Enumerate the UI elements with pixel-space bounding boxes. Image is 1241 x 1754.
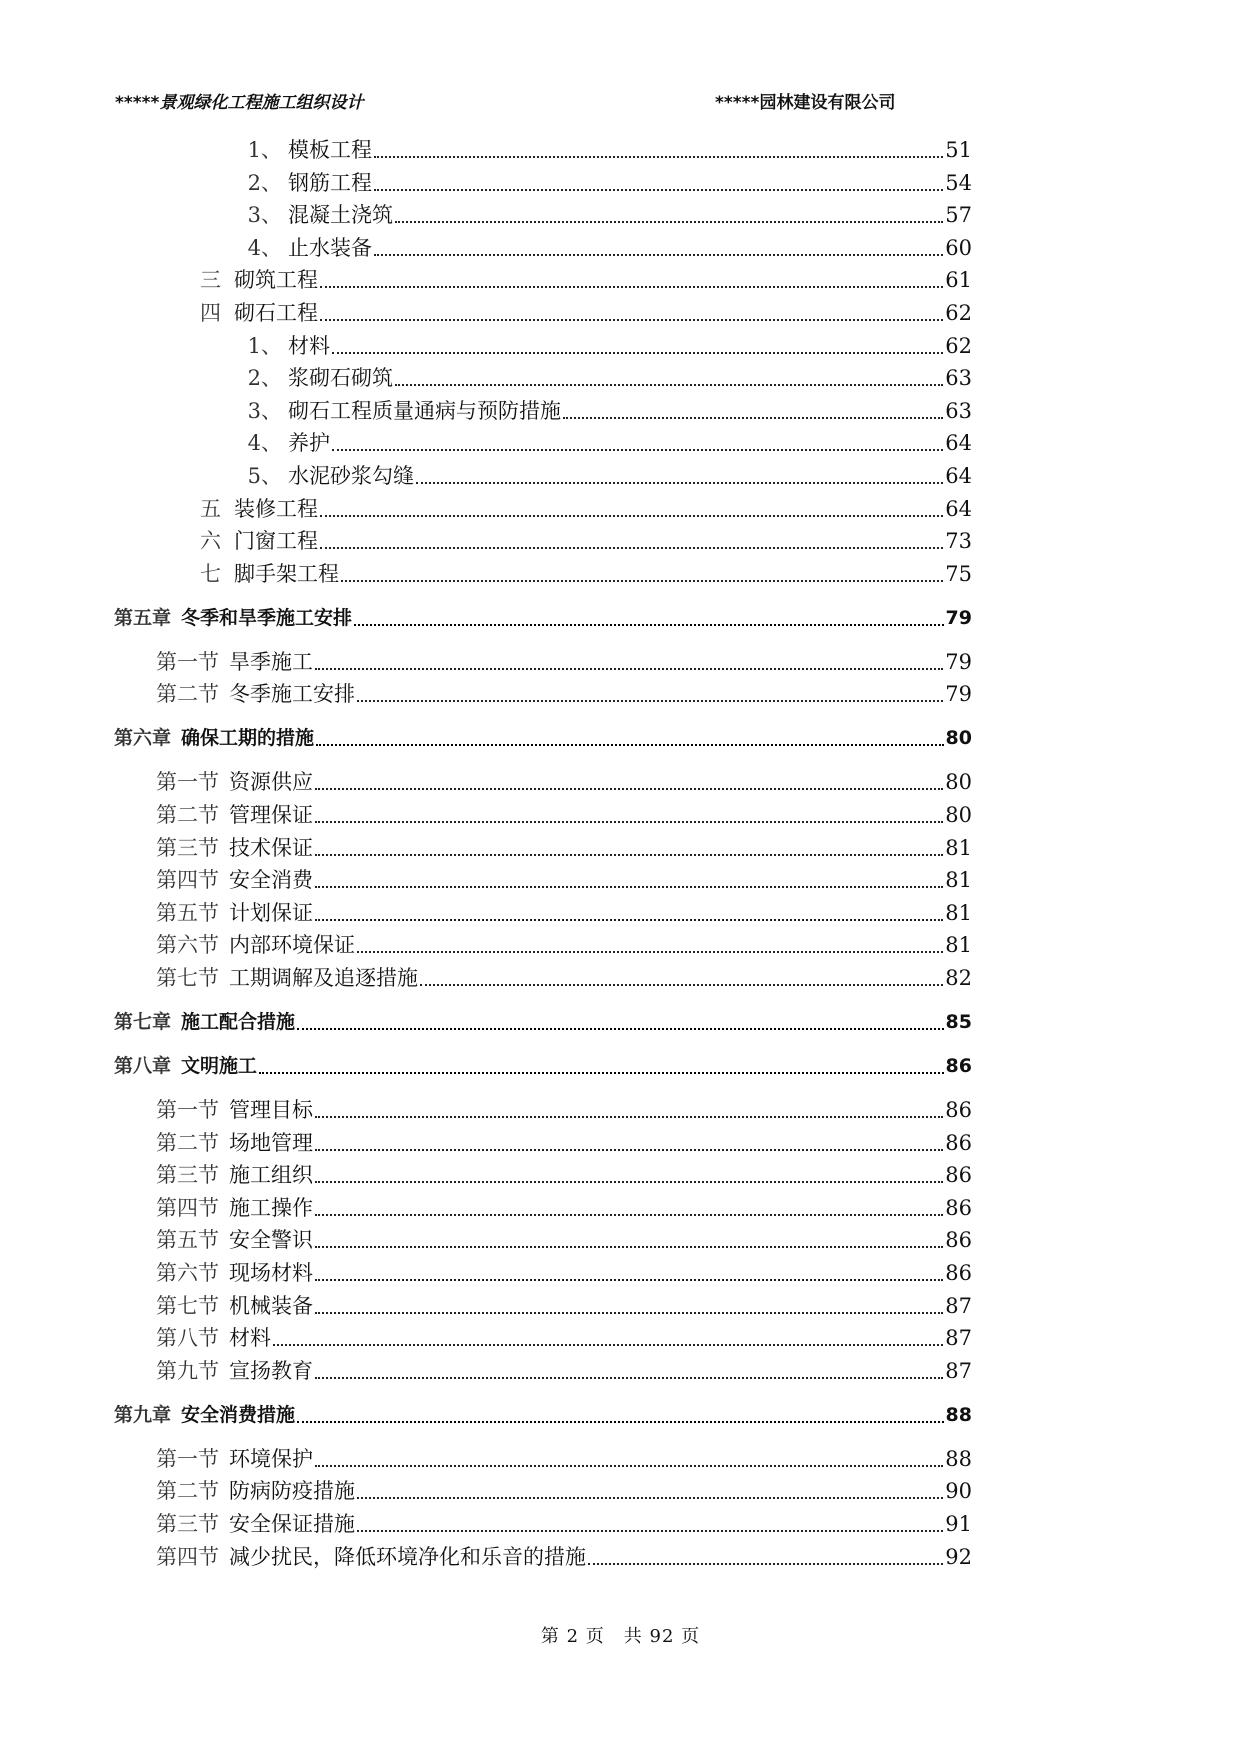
- toc-entry[interactable]: [156, 1542, 972, 1572]
- toc-entry[interactable]: [200, 298, 972, 328]
- toc-entry[interactable]: [156, 1444, 972, 1474]
- toc-entry-page-number: 86: [945, 1261, 972, 1285]
- toc-entry-number: 第二节: [156, 682, 219, 707]
- toc-entry[interactable]: [156, 1509, 972, 1539]
- toc-entry-number: 第五节: [156, 900, 219, 925]
- toc-entry[interactable]: [156, 647, 972, 677]
- toc-entry-number: 5、: [247, 464, 282, 488]
- toc-entry-number: 七: [200, 561, 221, 586]
- company-name: *****园林建设有限公司: [715, 93, 896, 113]
- toc-entry-number: 五: [200, 496, 221, 521]
- toc-chapter-entry[interactable]: [114, 723, 972, 753]
- toc-entry-page-number: 73: [945, 529, 972, 554]
- toc-entry-number: 第九节: [156, 1358, 219, 1383]
- toc-entry-page-number: 81: [945, 868, 972, 893]
- toc-chapter-entry[interactable]: [114, 1051, 972, 1081]
- toc-entry-page-number: 57: [945, 203, 972, 228]
- toc-entry-page-number: 87: [945, 1293, 972, 1318]
- toc-entry-number: 第一节: [156, 770, 219, 795]
- toc-entry-page-number: 63: [945, 366, 972, 391]
- toc-entry-number: 三: [200, 268, 221, 293]
- dot-leader: [320, 515, 943, 517]
- toc-entry[interactable]: [235, 363, 972, 393]
- toc-entry-page-number: 86: [945, 1228, 972, 1253]
- toc-entry[interactable]: [156, 1128, 972, 1158]
- toc-chapter-entry[interactable]: [114, 603, 972, 633]
- dot-leader: [297, 1028, 944, 1030]
- toc-entry-page-number: 79: [945, 606, 972, 629]
- toc-entry-title: 水泥砂浆勾缝: [288, 464, 414, 488]
- toc-entry-title: 宣扬教育: [229, 1358, 313, 1383]
- dot-leader: [315, 1214, 943, 1216]
- dot-leader: [395, 384, 943, 386]
- toc-entry-title: 安全消费措施: [181, 1403, 296, 1426]
- toc-entry[interactable]: [156, 1323, 972, 1353]
- dot-leader: [420, 984, 943, 986]
- dot-leader: [315, 1181, 943, 1183]
- toc-entry[interactable]: [156, 963, 972, 993]
- toc-entry-title: 旱季施工: [229, 649, 313, 674]
- toc-entry-number: 3、: [247, 398, 282, 423]
- dot-leader: [563, 417, 943, 419]
- toc-entry-number: 2、: [247, 366, 282, 391]
- toc-entry[interactable]: [156, 833, 972, 863]
- dot-leader: [374, 156, 943, 158]
- toc-entry-page-number: 61: [945, 268, 972, 293]
- toc-entry-number: 第八节: [156, 1326, 219, 1351]
- toc-entry-page-number: 62: [945, 301, 972, 325]
- toc-entry-page-number: 87: [945, 1358, 972, 1383]
- toc-entry-page-number: 86: [945, 1195, 972, 1220]
- toc-entry-page-number: 88: [945, 1446, 972, 1471]
- toc-entry-title: 技术保证: [229, 835, 313, 860]
- toc-entry-page-number: 51: [945, 138, 972, 162]
- dot-leader: [357, 1530, 943, 1532]
- toc-entry-page-number: 88: [945, 1403, 972, 1426]
- toc-entry-page-number: 87: [945, 1326, 972, 1351]
- toc-entry-number: 2、: [247, 170, 282, 195]
- toc-entry[interactable]: [156, 1095, 972, 1125]
- dot-leader: [315, 1279, 943, 1281]
- toc-entry-page-number: 80: [945, 727, 972, 750]
- dot-leader: [332, 352, 943, 354]
- dot-leader: [320, 286, 943, 288]
- toc-entry-number: 第六章: [114, 727, 172, 750]
- dot-leader: [259, 1072, 944, 1074]
- toc-entry-number: 第七节: [156, 966, 219, 990]
- toc-entry-page-number: 54: [945, 170, 972, 195]
- toc-entry-number: 第六节: [156, 933, 219, 958]
- toc-entry-number: 3、: [247, 203, 282, 228]
- toc-entry-title: 资源供应: [229, 770, 313, 795]
- toc-entry-title: 养护: [288, 431, 330, 456]
- toc-entry[interactable]: [235, 396, 972, 426]
- toc-entry-title: 安全消费: [229, 868, 313, 893]
- dot-leader: [320, 319, 943, 321]
- toc-entry-number: 第七章: [114, 1011, 172, 1033]
- toc-entry-page-number: 60: [945, 235, 972, 260]
- page-footer: 第 2 页 共 92 页: [540, 1626, 701, 1647]
- toc-entry[interactable]: [235, 135, 972, 165]
- dot-leader: [315, 919, 943, 921]
- toc-entry-title: 机械装备: [229, 1293, 313, 1318]
- toc-entry-title: 砌筑工程: [234, 268, 318, 293]
- toc-entry-page-number: 79: [945, 682, 972, 707]
- toc-entry-page-number: 62: [945, 333, 972, 358]
- dot-leader: [357, 700, 943, 702]
- toc-entry-title: 计划保证: [229, 900, 313, 925]
- toc-entry[interactable]: [235, 461, 972, 491]
- toc-entry-page-number: 64: [945, 431, 972, 456]
- dot-leader: [395, 221, 943, 223]
- toc-entry-title: 内部环境保证: [229, 933, 355, 958]
- dot-leader: [357, 1497, 943, 1499]
- toc-entry-page-number: 82: [945, 966, 972, 990]
- toc-entry-title: 施工配合措施: [181, 1011, 296, 1033]
- toc-entry[interactable]: [156, 930, 972, 960]
- toc-entry-number: 1、: [247, 138, 282, 162]
- toc-chapter-entry[interactable]: [114, 1007, 972, 1037]
- toc-entry-title: 混凝土浇筑: [288, 203, 393, 228]
- toc-entry-title: 材料: [288, 333, 330, 358]
- toc-entry-page-number: 81: [945, 933, 972, 958]
- dot-leader: [315, 886, 943, 888]
- toc-entry-title: 场地管理: [229, 1130, 313, 1155]
- toc-entry[interactable]: [156, 1291, 972, 1321]
- toc-entry-number: 第九章: [114, 1403, 172, 1426]
- toc-entry-title: 环境保护: [229, 1446, 313, 1471]
- toc-entry-title: 安全警识: [229, 1228, 313, 1253]
- toc-entry-number: 第一节: [156, 649, 219, 674]
- toc-entry-page-number: 79: [945, 649, 972, 674]
- toc-entry-title: 文明施工: [181, 1055, 258, 1077]
- toc-entry-page-number: 92: [945, 1544, 972, 1569]
- dot-leader: [316, 744, 944, 746]
- toc-entry[interactable]: [156, 865, 972, 895]
- toc-entry[interactable]: [235, 428, 972, 458]
- toc-entry-title: 冬季施工安排: [229, 682, 355, 707]
- toc-entry-number: 第五章: [114, 606, 172, 629]
- dot-leader: [416, 482, 943, 484]
- toc-entry-page-number: 86: [945, 1098, 972, 1122]
- toc-entry-title: 确保工期的措施: [181, 727, 315, 750]
- toc-entry[interactable]: [156, 1476, 972, 1506]
- dot-leader: [315, 1149, 943, 1151]
- toc-entry-number: 4、: [247, 235, 282, 260]
- toc-entry-number: 第六节: [156, 1261, 219, 1285]
- dot-leader: [332, 449, 943, 451]
- toc-entry-title: 钢筋工程: [288, 170, 372, 195]
- toc-entry-number: 第四节: [156, 1544, 219, 1569]
- dot-leader: [315, 821, 943, 823]
- toc-entry-page-number: 86: [945, 1055, 972, 1077]
- toc-entry[interactable]: [156, 767, 972, 797]
- toc-entry[interactable]: [200, 265, 972, 295]
- toc-entry[interactable]: [235, 168, 972, 198]
- document-title: *****景观绿化工程施工组织设计: [115, 93, 364, 113]
- toc-entry[interactable]: [156, 679, 972, 709]
- toc-entry-title: 管理保证: [229, 803, 313, 827]
- toc-entry-title: 止水装备: [288, 235, 372, 260]
- toc-entry-title: 模板工程: [288, 138, 372, 162]
- toc-entry-page-number: 85: [945, 1011, 972, 1033]
- toc-entry-title: 材料: [229, 1326, 271, 1351]
- toc-entry-page-number: 86: [945, 1130, 972, 1155]
- dot-leader: [273, 1344, 943, 1346]
- dot-leader: [357, 951, 943, 953]
- dot-leader: [315, 1377, 943, 1379]
- toc-entry-title: 施工组织: [229, 1163, 313, 1188]
- toc-entry[interactable]: [156, 1225, 972, 1255]
- toc-entry-number: 六: [200, 529, 221, 554]
- toc-entry[interactable]: [200, 526, 972, 556]
- toc-entry-title: 施工操作: [229, 1195, 313, 1220]
- toc-entry-page-number: 86: [945, 1163, 972, 1188]
- toc-entry[interactable]: [156, 800, 972, 830]
- toc-entry-title: 安全保证措施: [229, 1512, 355, 1536]
- toc-chapter-entry[interactable]: [114, 1400, 972, 1430]
- toc-entry-number: 第三节: [156, 1163, 219, 1188]
- toc-entry-title: 砌石工程质量通病与预防措施: [288, 398, 561, 423]
- toc-entry-title: 浆砌石砌筑: [288, 366, 393, 391]
- toc-entry-page-number: 75: [945, 561, 972, 586]
- toc-entry-number: 第七节: [156, 1293, 219, 1318]
- toc-entry[interactable]: [156, 1160, 972, 1190]
- toc-entry-title: 门窗工程: [234, 529, 318, 554]
- dot-leader: [315, 1246, 943, 1248]
- toc-entry-number: 第二节: [156, 803, 219, 827]
- toc-entry-title: 砌石工程: [234, 301, 318, 325]
- toc-entry-number: 1、: [247, 333, 282, 358]
- dot-leader: [374, 189, 943, 191]
- toc-entry-page-number: 64: [945, 464, 972, 488]
- toc-entry-page-number: 63: [945, 398, 972, 423]
- dot-leader: [315, 854, 943, 856]
- toc-entry-number: 第一节: [156, 1446, 219, 1471]
- page-header: [115, 88, 915, 116]
- toc-entry-number: 第五节: [156, 1228, 219, 1253]
- toc-entry-number: 四: [200, 301, 221, 325]
- toc-entry[interactable]: [156, 1258, 972, 1288]
- dot-leader: [320, 547, 943, 549]
- toc-entry-title: 减少扰民，降低环境净化和乐音的措施: [229, 1544, 586, 1569]
- toc-entry-page-number: 90: [945, 1479, 972, 1504]
- toc-entry-title: 管理目标: [229, 1098, 313, 1122]
- toc-entry-page-number: 81: [945, 900, 972, 925]
- toc-entry[interactable]: [156, 1356, 972, 1386]
- toc-entry[interactable]: [156, 898, 972, 928]
- toc-entry-page-number: 80: [945, 803, 972, 827]
- toc-entry[interactable]: [200, 494, 972, 524]
- toc-entry-title: 装修工程: [234, 496, 318, 521]
- toc-entry[interactable]: [235, 200, 972, 230]
- dot-leader: [315, 788, 943, 790]
- toc-entry[interactable]: [235, 331, 972, 361]
- toc-entry[interactable]: [156, 1193, 972, 1223]
- toc-entry-title: 工期调解及追逐措施: [229, 966, 418, 990]
- toc-entry-number: 第四节: [156, 868, 219, 893]
- toc-entry-title: 现场材料: [229, 1261, 313, 1285]
- dot-leader: [341, 580, 943, 582]
- toc-entry-number: 第三节: [156, 1512, 219, 1536]
- dot-leader: [315, 1312, 943, 1314]
- toc-entry-page-number: 91: [945, 1512, 972, 1536]
- toc-entry-number: 第八章: [114, 1055, 172, 1077]
- dot-leader: [374, 254, 943, 256]
- toc-entry-number: 第二节: [156, 1479, 219, 1504]
- toc-entry-page-number: 80: [945, 770, 972, 795]
- toc-entry-number: 4、: [247, 431, 282, 456]
- dot-leader: [315, 1465, 943, 1467]
- toc-entry[interactable]: [235, 233, 972, 263]
- dot-leader: [588, 1563, 943, 1565]
- toc-entry-title: 冬季和旱季施工安排: [181, 606, 353, 629]
- toc-entry[interactable]: [200, 559, 972, 589]
- dot-leader: [315, 1116, 943, 1118]
- toc-entry-number: 第三节: [156, 835, 219, 860]
- dot-leader: [297, 1421, 944, 1423]
- toc-entry-number: 第一节: [156, 1098, 219, 1122]
- dot-leader: [315, 668, 943, 670]
- toc-entry-number: 第四节: [156, 1195, 219, 1220]
- toc-entry-page-number: 64: [945, 496, 972, 521]
- toc-entry-title: 脚手架工程: [234, 561, 339, 586]
- toc-entry-title: 防病防疫措施: [229, 1479, 355, 1504]
- toc-entry-page-number: 81: [945, 835, 972, 860]
- dot-leader: [354, 624, 944, 626]
- toc-entry-number: 第二节: [156, 1130, 219, 1155]
